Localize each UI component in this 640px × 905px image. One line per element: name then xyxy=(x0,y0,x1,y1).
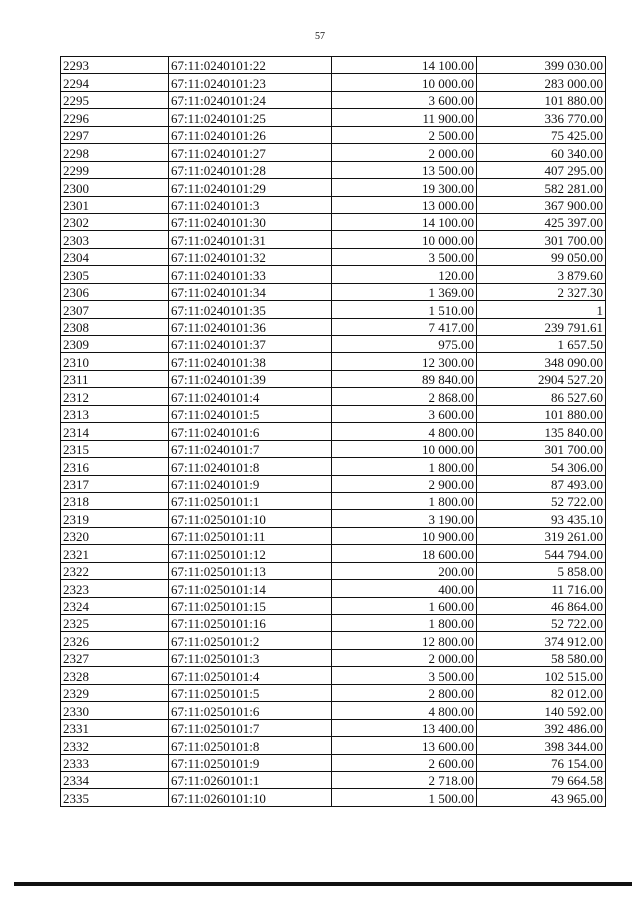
table-row xyxy=(61,196,606,213)
row-number-cell: 2315 xyxy=(61,440,169,457)
table-row xyxy=(61,527,606,544)
cadastral-value-cell: 43 965.00 xyxy=(477,789,606,806)
area-cell: 2 000.00 xyxy=(332,144,477,161)
cadastral-value-cell: 101 880.00 xyxy=(477,405,606,422)
area-cell: 4 800.00 xyxy=(332,423,477,440)
row-number-cell: 2309 xyxy=(61,336,169,353)
cadastral-number-cell: 67:11:0240101:34 xyxy=(169,283,332,300)
cadastral-number-cell: 67:11:0250101:8 xyxy=(169,737,332,754)
row-number-cell: 2328 xyxy=(61,667,169,684)
cadastral-value-cell: 348 090.00 xyxy=(477,353,606,370)
row-number-cell: 2306 xyxy=(61,283,169,300)
table-row xyxy=(61,179,606,196)
cadastral-number-cell: 67:11:0250101:4 xyxy=(169,667,332,684)
row-number-cell: 2320 xyxy=(61,527,169,544)
cadastral-number-cell: 67:11:0240101:25 xyxy=(169,109,332,126)
cadastral-number-cell: 67:11:0240101:31 xyxy=(169,231,332,248)
row-number-cell: 2322 xyxy=(61,562,169,579)
cadastral-value-cell: 399 030.00 xyxy=(477,57,606,74)
row-number-cell: 2311 xyxy=(61,370,169,387)
area-cell: 2 718.00 xyxy=(332,771,477,788)
row-number-cell: 2329 xyxy=(61,684,169,701)
table-row xyxy=(61,301,606,318)
cadastral-number-cell: 67:11:0240101:33 xyxy=(169,266,332,283)
cadastral-number-cell: 67:11:0240101:29 xyxy=(169,179,332,196)
page-number: 57 xyxy=(315,31,325,42)
cadastral-number-cell: 67:11:0250101:15 xyxy=(169,597,332,614)
table-row xyxy=(61,109,606,126)
row-number-cell: 2335 xyxy=(61,789,169,806)
cadastral-value-cell: 140 592.00 xyxy=(477,702,606,719)
cadastral-value-cell: 87 493.00 xyxy=(477,475,606,492)
row-number-cell: 2310 xyxy=(61,353,169,370)
row-number-cell: 2293 xyxy=(61,57,169,74)
cadastral-value-cell: 93 435.10 xyxy=(477,510,606,527)
table-row xyxy=(61,754,606,771)
cadastral-number-cell: 67:11:0240101:9 xyxy=(169,475,332,492)
row-number-cell: 2313 xyxy=(61,405,169,422)
area-cell: 13 500.00 xyxy=(332,161,477,178)
area-cell: 1 600.00 xyxy=(332,597,477,614)
area-cell: 89 840.00 xyxy=(332,370,477,387)
area-cell: 1 800.00 xyxy=(332,458,477,475)
cadastral-number-cell: 67:11:0250101:2 xyxy=(169,632,332,649)
area-cell: 3 190.00 xyxy=(332,510,477,527)
area-cell: 2 868.00 xyxy=(332,388,477,405)
table-body xyxy=(61,57,606,807)
cadastral-value-cell: 46 864.00 xyxy=(477,597,606,614)
cadastral-value-cell: 101 880.00 xyxy=(477,91,606,108)
row-number-cell: 2296 xyxy=(61,109,169,126)
area-cell: 12 300.00 xyxy=(332,353,477,370)
area-cell: 10 000.00 xyxy=(332,74,477,91)
area-cell: 2 800.00 xyxy=(332,684,477,701)
cadastral-value-cell: 58 580.00 xyxy=(477,649,606,666)
table-row xyxy=(61,318,606,335)
area-cell: 2 600.00 xyxy=(332,754,477,771)
row-number-cell: 2323 xyxy=(61,580,169,597)
table-row xyxy=(61,597,606,614)
cadastral-number-cell: 67:11:0250101:7 xyxy=(169,719,332,736)
cadastral-value-cell: 60 340.00 xyxy=(477,144,606,161)
cadastral-number-cell: 67:11:0250101:10 xyxy=(169,510,332,527)
table-row xyxy=(61,283,606,300)
cadastral-number-cell: 67:11:0250101:11 xyxy=(169,527,332,544)
table-row xyxy=(61,91,606,108)
cadastral-number-cell: 67:11:0240101:7 xyxy=(169,440,332,457)
area-cell: 1 500.00 xyxy=(332,789,477,806)
cadastral-value-cell: 54 306.00 xyxy=(477,458,606,475)
table-row xyxy=(61,510,606,527)
cadastral-number-cell: 67:11:0250101:5 xyxy=(169,684,332,701)
area-cell: 13 400.00 xyxy=(332,719,477,736)
area-cell: 7 417.00 xyxy=(332,318,477,335)
table-row xyxy=(61,353,606,370)
cadastral-value-cell: 374 912.00 xyxy=(477,632,606,649)
table-row xyxy=(61,231,606,248)
table-row xyxy=(61,632,606,649)
area-cell: 975.00 xyxy=(332,336,477,353)
cadastral-value-cell: 544 794.00 xyxy=(477,545,606,562)
table-row xyxy=(61,458,606,475)
area-cell: 3 600.00 xyxy=(332,405,477,422)
cadastral-value-cell: 99 050.00 xyxy=(477,248,606,265)
table-row xyxy=(61,423,606,440)
cadastral-number-cell: 67:11:0250101:14 xyxy=(169,580,332,597)
row-number-cell: 2312 xyxy=(61,388,169,405)
table-row xyxy=(61,266,606,283)
cadastral-number-cell: 67:11:0240101:6 xyxy=(169,423,332,440)
row-number-cell: 2317 xyxy=(61,475,169,492)
cadastral-value-cell: 582 281.00 xyxy=(477,179,606,196)
area-cell: 2 900.00 xyxy=(332,475,477,492)
cadastral-value-cell: 367 900.00 xyxy=(477,196,606,213)
table-row xyxy=(61,370,606,387)
area-cell: 1 800.00 xyxy=(332,492,477,509)
cadastral-number-cell: 67:11:0250101:6 xyxy=(169,702,332,719)
row-number-cell: 2314 xyxy=(61,423,169,440)
cadastral-number-cell: 67:11:0240101:8 xyxy=(169,458,332,475)
table-row xyxy=(61,667,606,684)
cadastral-number-cell: 67:11:0250101:13 xyxy=(169,562,332,579)
cadastral-number-cell: 67:11:0250101:9 xyxy=(169,754,332,771)
cadastral-value-cell: 425 397.00 xyxy=(477,213,606,230)
row-number-cell: 2318 xyxy=(61,492,169,509)
area-cell: 1 510.00 xyxy=(332,301,477,318)
table-row xyxy=(61,580,606,597)
row-number-cell: 2304 xyxy=(61,248,169,265)
cadastral-value-cell: 239 791.61 xyxy=(477,318,606,335)
row-number-cell: 2305 xyxy=(61,266,169,283)
area-cell: 10 900.00 xyxy=(332,527,477,544)
table-row xyxy=(61,737,606,754)
cadastral-number-cell: 67:11:0240101:26 xyxy=(169,126,332,143)
area-cell: 3 500.00 xyxy=(332,667,477,684)
row-number-cell: 2307 xyxy=(61,301,169,318)
cadastral-value-cell: 301 700.00 xyxy=(477,440,606,457)
area-cell: 2 500.00 xyxy=(332,126,477,143)
cadastral-value-cell: 2904 527.20 xyxy=(477,370,606,387)
area-cell: 12 800.00 xyxy=(332,632,477,649)
row-number-cell: 2325 xyxy=(61,615,169,632)
table-row xyxy=(61,492,606,509)
table-row xyxy=(61,126,606,143)
cadastral-value-cell: 5 858.00 xyxy=(477,562,606,579)
row-number-cell: 2294 xyxy=(61,74,169,91)
cadastral-value-cell: 11 716.00 xyxy=(477,580,606,597)
table-row xyxy=(61,161,606,178)
area-cell: 10 000.00 xyxy=(332,231,477,248)
area-cell: 11 900.00 xyxy=(332,109,477,126)
table-row xyxy=(61,789,606,806)
table-row xyxy=(61,336,606,353)
table-row xyxy=(61,615,606,632)
row-number-cell: 2295 xyxy=(61,91,169,108)
cadastral-value-cell: 1 xyxy=(477,301,606,318)
cadastral-number-cell: 67:11:0240101:30 xyxy=(169,213,332,230)
page-bottom-rule xyxy=(14,882,632,886)
table-row xyxy=(61,74,606,91)
cadastral-number-cell: 67:11:0240101:38 xyxy=(169,353,332,370)
cadastral-value-cell: 135 840.00 xyxy=(477,423,606,440)
row-number-cell: 2308 xyxy=(61,318,169,335)
table-row xyxy=(61,475,606,492)
table-row xyxy=(61,388,606,405)
cadastral-number-cell: 67:11:0260101:1 xyxy=(169,771,332,788)
area-cell: 13 600.00 xyxy=(332,737,477,754)
table-row xyxy=(61,771,606,788)
table-row xyxy=(61,562,606,579)
table-row xyxy=(61,649,606,666)
cadastral-number-cell: 67:11:0240101:35 xyxy=(169,301,332,318)
area-cell: 400.00 xyxy=(332,580,477,597)
area-cell: 1 369.00 xyxy=(332,283,477,300)
cadastral-number-cell: 67:11:0240101:24 xyxy=(169,91,332,108)
row-number-cell: 2300 xyxy=(61,179,169,196)
area-cell: 1 800.00 xyxy=(332,615,477,632)
cadastral-number-cell: 67:11:0240101:32 xyxy=(169,248,332,265)
cadastral-number-cell: 67:11:0240101:27 xyxy=(169,144,332,161)
area-cell: 18 600.00 xyxy=(332,545,477,562)
cadastral-value-cell: 52 722.00 xyxy=(477,615,606,632)
row-number-cell: 2330 xyxy=(61,702,169,719)
row-number-cell: 2298 xyxy=(61,144,169,161)
cadastral-value-cell: 3 879.60 xyxy=(477,266,606,283)
cadastral-value-cell: 2 327.30 xyxy=(477,283,606,300)
table-row xyxy=(61,440,606,457)
cadastral-number-cell: 67:11:0250101:16 xyxy=(169,615,332,632)
area-cell: 13 000.00 xyxy=(332,196,477,213)
cadastral-number-cell: 67:11:0240101:4 xyxy=(169,388,332,405)
cadastral-value-cell: 392 486.00 xyxy=(477,719,606,736)
cadastral-value-cell: 75 425.00 xyxy=(477,126,606,143)
cadastral-value-cell: 1 657.50 xyxy=(477,336,606,353)
row-number-cell: 2331 xyxy=(61,719,169,736)
row-number-cell: 2316 xyxy=(61,458,169,475)
area-cell: 200.00 xyxy=(332,562,477,579)
area-cell: 120.00 xyxy=(332,266,477,283)
row-number-cell: 2326 xyxy=(61,632,169,649)
cadastral-number-cell: 67:11:0240101:3 xyxy=(169,196,332,213)
table-row xyxy=(61,248,606,265)
row-number-cell: 2302 xyxy=(61,213,169,230)
cadastral-value-cell: 86 527.60 xyxy=(477,388,606,405)
cadastral-number-cell: 67:11:0240101:5 xyxy=(169,405,332,422)
cadastral-value-cell: 283 000.00 xyxy=(477,74,606,91)
cadastral-value-cell: 79 664.58 xyxy=(477,771,606,788)
row-number-cell: 2324 xyxy=(61,597,169,614)
cadastral-value-cell: 301 700.00 xyxy=(477,231,606,248)
row-number-cell: 2297 xyxy=(61,126,169,143)
cadastral-number-cell: 67:11:0260101:10 xyxy=(169,789,332,806)
table-row xyxy=(61,719,606,736)
row-number-cell: 2321 xyxy=(61,545,169,562)
row-number-cell: 2319 xyxy=(61,510,169,527)
area-cell: 19 300.00 xyxy=(332,179,477,196)
row-number-cell: 2333 xyxy=(61,754,169,771)
area-cell: 10 000.00 xyxy=(332,440,477,457)
cadastral-number-cell: 67:11:0240101:22 xyxy=(169,57,332,74)
table-row xyxy=(61,545,606,562)
table-row xyxy=(61,57,606,74)
area-cell: 14 100.00 xyxy=(332,57,477,74)
row-number-cell: 2299 xyxy=(61,161,169,178)
area-cell: 14 100.00 xyxy=(332,213,477,230)
cadastral-value-cell: 82 012.00 xyxy=(477,684,606,701)
row-number-cell: 2327 xyxy=(61,649,169,666)
area-cell: 4 800.00 xyxy=(332,702,477,719)
cadastral-number-cell: 67:11:0250101:1 xyxy=(169,492,332,509)
cadastral-value-table xyxy=(60,56,606,807)
area-cell: 3 500.00 xyxy=(332,248,477,265)
cadastral-value-cell: 52 722.00 xyxy=(477,492,606,509)
table-row xyxy=(61,702,606,719)
row-number-cell: 2303 xyxy=(61,231,169,248)
cadastral-number-cell: 67:11:0240101:23 xyxy=(169,74,332,91)
cadastral-number-cell: 67:11:0240101:39 xyxy=(169,370,332,387)
cadastral-value-cell: 336 770.00 xyxy=(477,109,606,126)
cadastral-value-cell: 76 154.00 xyxy=(477,754,606,771)
row-number-cell: 2334 xyxy=(61,771,169,788)
cadastral-number-cell: 67:11:0240101:28 xyxy=(169,161,332,178)
area-cell: 2 000.00 xyxy=(332,649,477,666)
cadastral-number-cell: 67:11:0240101:37 xyxy=(169,336,332,353)
table-row xyxy=(61,684,606,701)
row-number-cell: 2301 xyxy=(61,196,169,213)
table-row xyxy=(61,213,606,230)
table-row xyxy=(61,144,606,161)
cadastral-value-cell: 398 344.00 xyxy=(477,737,606,754)
cadastral-value-cell: 407 295.00 xyxy=(477,161,606,178)
cadastral-number-cell: 67:11:0250101:3 xyxy=(169,649,332,666)
cadastral-value-cell: 319 261.00 xyxy=(477,527,606,544)
cadastral-number-cell: 67:11:0240101:36 xyxy=(169,318,332,335)
row-number-cell: 2332 xyxy=(61,737,169,754)
area-cell: 3 600.00 xyxy=(332,91,477,108)
cadastral-value-cell: 102 515.00 xyxy=(477,667,606,684)
table-row xyxy=(61,405,606,422)
cadastral-number-cell: 67:11:0250101:12 xyxy=(169,545,332,562)
